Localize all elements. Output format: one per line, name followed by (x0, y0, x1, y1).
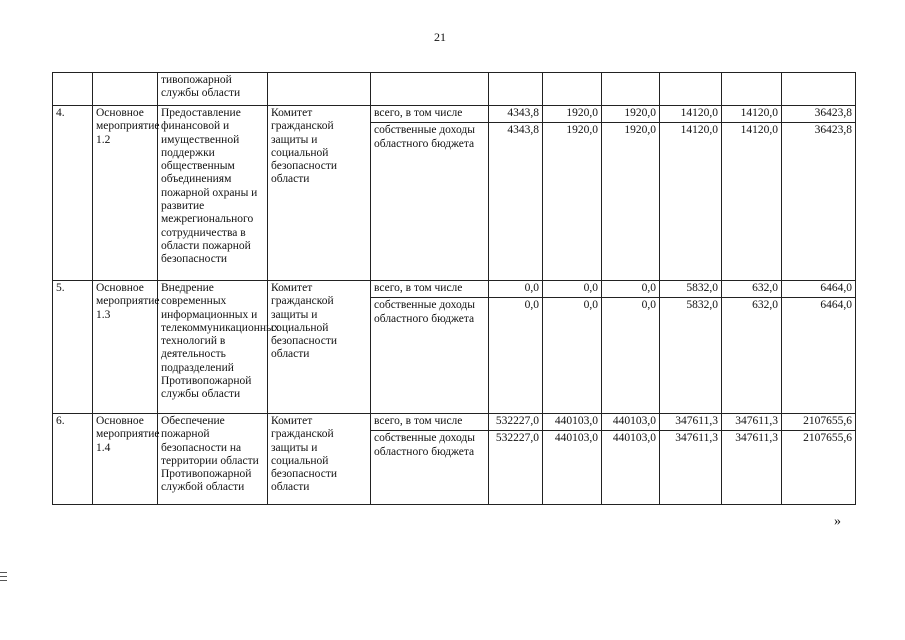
cell-value (722, 281, 782, 414)
value-total: 0,0 (524, 282, 539, 294)
value-own: 14120,0 (659, 122, 722, 137)
cell-name: Основное мероприятие 1.2 (93, 106, 158, 281)
value-total: 532227,0 (495, 415, 539, 427)
table-row-continuation (53, 73, 856, 106)
value-total: 5832,0 (686, 282, 718, 294)
value-total: 440103,0 (612, 415, 656, 427)
cell-no (53, 73, 93, 106)
value-total: 0,0 (583, 282, 598, 294)
cell-source (371, 414, 489, 505)
cell-description: Предоставление финансовой и имущественной поддержки общественным объединениям пожарной охраны и развитие межрегионального сотрудничества в области пожарной безопасности (158, 106, 268, 281)
cell-name: Основное мероприятие 1.3 (93, 281, 158, 414)
value-own: 347611,3 (721, 430, 782, 445)
cell-name (93, 73, 158, 106)
cell-value (489, 414, 543, 505)
value-own: 6464,0 (781, 297, 856, 312)
source-own-label: собственные доходы областного бюджета (370, 297, 489, 326)
cell-name: Основное мероприятие 1.4 (93, 414, 158, 505)
value-total: 14120,0 (680, 107, 718, 119)
source-total-label: всего, в том числе (374, 415, 463, 427)
cell-value (489, 73, 543, 106)
value-own: 632,0 (721, 297, 782, 312)
cell-executor: Комитет гражданской защиты и социальной безопасности области (268, 106, 371, 281)
value-total: 347611,3 (735, 415, 778, 427)
value-own: 5832,0 (659, 297, 722, 312)
table-row (53, 414, 856, 505)
value-own: 1920,0 (542, 122, 602, 137)
cell-source (371, 106, 489, 281)
value-own: 4343,8 (488, 122, 543, 137)
value-total: 14120,0 (740, 107, 778, 119)
value-own: 0,0 (601, 297, 660, 312)
value-own: 532227,0 (488, 430, 543, 445)
cell-value (602, 281, 660, 414)
cell-value (543, 281, 602, 414)
cell-value (489, 281, 543, 414)
cell-executor (268, 73, 371, 106)
value-total: 440103,0 (554, 415, 598, 427)
cell-value (543, 414, 602, 505)
cell-value (782, 414, 856, 505)
program-activities-table (52, 72, 856, 505)
cell-value (782, 106, 856, 281)
source-own-label: собственные доходы областного бюджета (370, 430, 489, 459)
cell-value (660, 281, 722, 414)
closing-quote-mark: » (834, 514, 841, 529)
cell-description: Внедрение современных информационных и телекоммуникационных технологий в деятельность подразделений Противопожарной службы области (158, 281, 268, 414)
binding-margin-mark (0, 572, 7, 584)
table-row (53, 106, 856, 281)
cell-value (543, 106, 602, 281)
value-total: 0,0 (641, 282, 656, 294)
value-own: 0,0 (542, 297, 602, 312)
cell-value (489, 106, 543, 281)
cell-value (602, 414, 660, 505)
value-total: 2107655,6 (803, 415, 852, 427)
value-total: 1920,0 (624, 107, 656, 119)
source-total-label: всего, в том числе (374, 282, 463, 294)
cell-description: тивопожарной службы области (158, 73, 268, 106)
cell-value (660, 414, 722, 505)
cell-value (602, 73, 660, 106)
value-total: 6464,0 (820, 282, 852, 294)
cell-no: 4. (53, 106, 93, 281)
cell-value (722, 73, 782, 106)
cell-no: 6. (53, 414, 93, 505)
value-own: 347611,3 (659, 430, 722, 445)
cell-executor: Комитет гражданской защиты и социальной безопасности области (268, 414, 371, 505)
value-total: 1920,0 (566, 107, 598, 119)
value-own: 2107655,6 (781, 430, 856, 445)
cell-source (371, 281, 489, 414)
cell-description: Обеспечение пожарной безопасности на территории области Противопожарной службой области (158, 414, 268, 505)
value-total: 36423,8 (814, 107, 852, 119)
cell-value (602, 106, 660, 281)
cell-value (722, 106, 782, 281)
cell-value (722, 414, 782, 505)
source-total-label: всего, в том числе (374, 107, 463, 119)
value-total: 4343,8 (507, 107, 539, 119)
value-own: 0,0 (488, 297, 543, 312)
source-own-label: собственные доходы областного бюджета (370, 122, 489, 151)
cell-value (782, 73, 856, 106)
cell-value (660, 106, 722, 281)
value-own: 440103,0 (601, 430, 660, 445)
table-row (53, 281, 856, 414)
cell-value (782, 281, 856, 414)
value-total: 347611,3 (675, 415, 718, 427)
value-own: 440103,0 (542, 430, 602, 445)
cell-value (660, 73, 722, 106)
cell-no: 5. (53, 281, 93, 414)
cell-source (371, 73, 489, 106)
value-total: 632,0 (752, 282, 778, 294)
cell-value (543, 73, 602, 106)
value-own: 36423,8 (781, 122, 856, 137)
value-own: 1920,0 (601, 122, 660, 137)
page-number: 21 (434, 30, 446, 44)
value-own: 14120,0 (721, 122, 782, 137)
cell-executor: Комитет гражданской защиты и социальной безопасности области (268, 281, 371, 414)
